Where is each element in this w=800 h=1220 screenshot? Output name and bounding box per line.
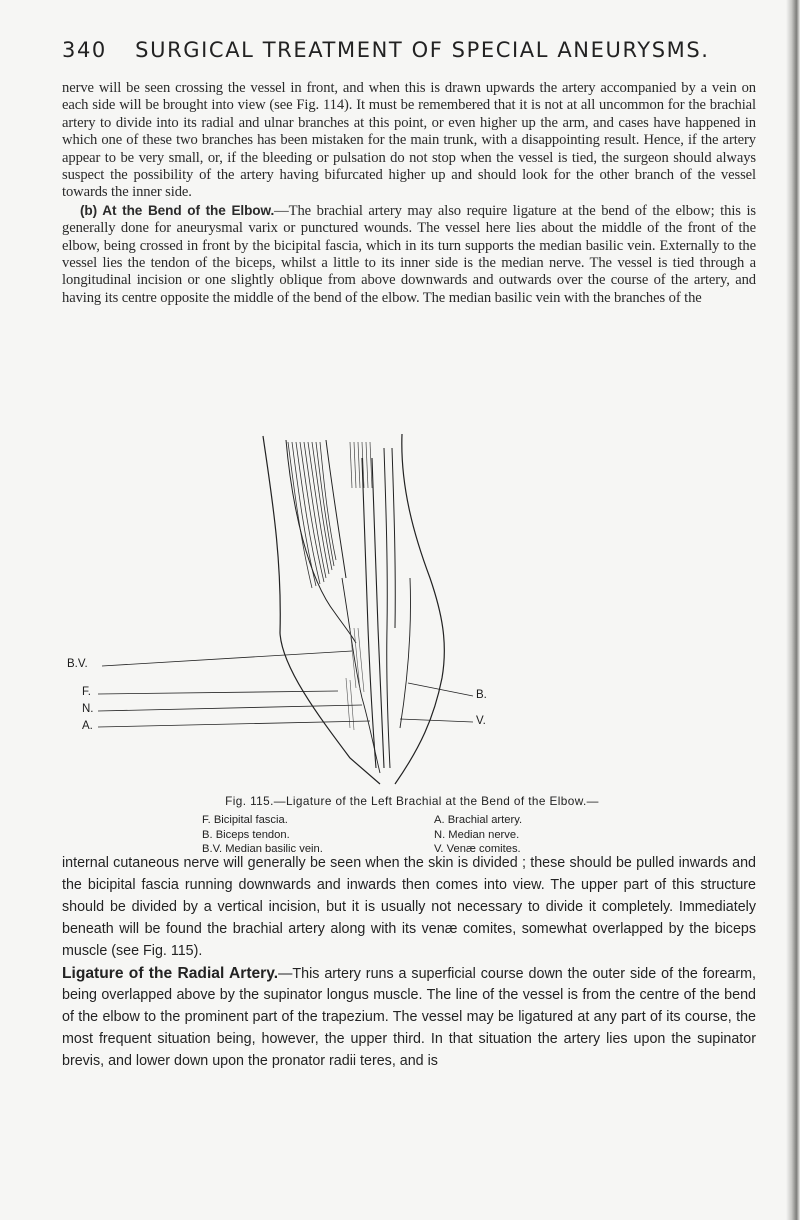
legend-item: A. Brachial artery.: [434, 814, 523, 826]
page-edge-shadow: [786, 0, 800, 1220]
paragraph-radial-artery: [62, 963, 756, 1074]
label-bv: B.V.: [67, 658, 88, 670]
figure-115: [50, 428, 770, 786]
section-heading-bend-of-elbow: (b) At the Bend of the Elbow.: [80, 202, 275, 218]
label-f: F.: [82, 686, 91, 698]
paragraph-brachial-continued: nerve will be seen crossing the vessel in front, and when this is drawn upwards the artery accompanied by a vein on each side will be brought into view (see Fig. 114). It must be remembered that it is not at all uncommon for the brachial artery to divide into its radial and ulnar branches at this point, or even higher up the arm, and cases have happened in which one of these two branches has been mistaken for the main trunk, with a disappointing result. Hence, if the artery appear to be very small, or, if the bleeding or pulsation do not stop when the vessel is tied, the surgeon should always suspect the possibility of the artery having bifurcated higher up and should look for the other branch of the vessel towards the inner side.: [62, 80, 756, 201]
legend-item: B. Biceps tendon.: [202, 828, 290, 841]
caption-legend: [202, 814, 622, 858]
label-v: V.: [476, 715, 486, 727]
paragraph-bend-of-elbow-text: —The brachial artery may also require ligature at the bend of the elbow; this is generally done for aneurysmal varix or punctured wounds. The vessel here lies about the middle of the front of the elbow, being crossed in front by the bicipital fascia, which in its turn supports the median basilic vein. Externally to the vessel lies the tendon of the biceps, whilst a little to its inner side is the median nerve. The vessel is tied through a longitudinal incision or one slightly oblique from above downwards and outwards over the course of the artery, and having its centre opposite the middle of the bend of the elbow. The median basilic vein with the branches of the: [62, 202, 756, 306]
legend-item: B.V. Median basilic vein.: [202, 843, 323, 855]
paragraph-radial-artery-text: —This artery runs a superficial course down the outer side of the forearm, being overlapped above by the supinator longus muscle. The line of the vessel is from the centre of the bend of the elbow to the prominent part of the trapezium. The vessel may be ligatured at any part of its course, the most frequent situation being, however, the upper third. In that situation the artery lies upon the supinator brevis, and lower down upon the pronator radii teres, and is: [62, 965, 756, 1070]
legend-row: [202, 829, 622, 844]
caption-title: Fig. 115.—Ligature of the Left Brachial at the Bend of the Elbow.—: [225, 794, 599, 808]
legend-item: F. Bicipital fascia.: [202, 814, 288, 826]
paragraph-bend-of-elbow: [62, 202, 756, 307]
page-number: 340: [62, 38, 107, 62]
label-b: B.: [476, 689, 487, 701]
legend-row: [202, 814, 622, 829]
top-text-block: [62, 80, 756, 307]
label-a: A.: [82, 720, 93, 732]
figure-caption: [62, 794, 762, 855]
legend-item: V. Venæ comites.: [434, 843, 521, 855]
section-heading-radial-artery: Ligature of the Radial Artery.: [62, 964, 279, 982]
paragraph-cutaneous-nerve: internal cutaneous nerve will generally be seen when the skin is divided ; these should be pulled inwards and the bicipital fascia running downwards and inwards then comes into view. The upper part of this structure should be divided by a vertical incision, but it is usually not necessary to divide it completely. Immediately beneath will be found the brachial artery along with its venæ comites, somewhat overlapped by the biceps muscle (see Fig. 115).: [62, 855, 756, 959]
running-title: SURGICAL TREATMENT OF SPECIAL ANEURYSMS.: [135, 38, 710, 62]
label-n: N.: [82, 703, 94, 715]
elbow-dissection-illustration: [50, 428, 770, 786]
running-header: [62, 38, 762, 72]
body-text-block: [62, 853, 756, 1073]
legend-item: N. Median nerve.: [434, 828, 520, 841]
